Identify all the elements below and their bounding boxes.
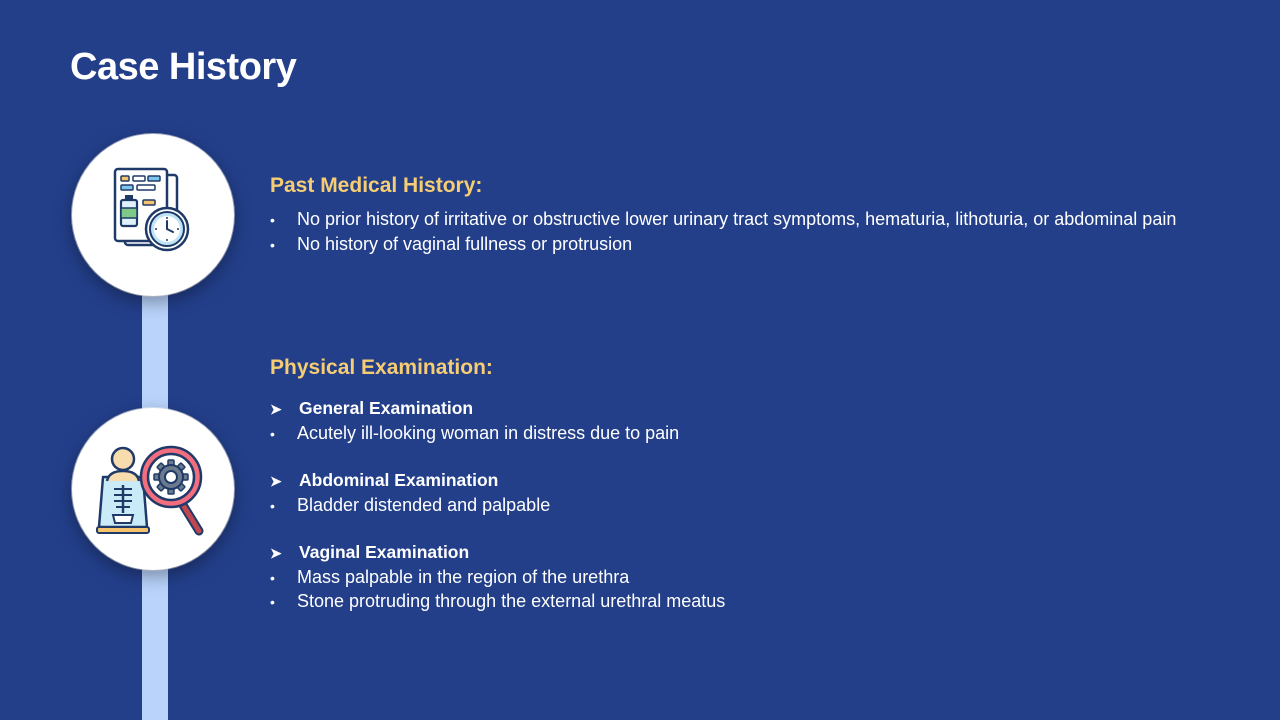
bullet-marker: • [270,426,275,442]
bullet-text: No history of vaginal fullness or protrusion [297,234,633,254]
bullet-text: Mass palpable in the region of the urethra [297,567,630,587]
physical-examination-heading: Physical Examination: [270,356,493,379]
past-medical-history-heading: Past Medical History: [270,174,483,197]
arrow-marker-icon: ➤ [270,401,282,417]
arrow-marker-icon: ➤ [270,473,282,489]
bullet-marker: • [270,498,275,514]
bullet-text: No prior history of irritative or obstructive lower urinary tract symptoms, hematuria, lithoturia, or abdominal pain [297,209,1177,229]
list-item [270,421,679,446]
bullet-marker: • [270,570,275,586]
abdominal-examination-subheading [270,468,498,493]
bullet-marker: • [270,237,275,253]
subheading-text: Vaginal Examination [299,542,470,562]
general-examination-subheading [270,396,473,421]
bullet-text: Bladder distended and palpable [297,495,551,515]
list-item [270,232,632,257]
physical-exam-icon-circle [72,408,234,570]
page-title: Case History [70,46,297,88]
list-item [270,207,1176,232]
subheading-text: General Examination [299,398,474,418]
bullet-marker: • [270,212,275,228]
medical-record-clock-icon [103,165,203,265]
list-item [270,589,725,614]
list-item [270,493,550,518]
medical-history-icon-circle [72,134,234,296]
subheading-text: Abdominal Examination [299,470,499,490]
bullet-marker: • [270,594,275,610]
vaginal-examination-subheading [270,540,469,565]
xray-magnifier-gear-icon [95,439,211,539]
arrow-marker-icon: ➤ [270,545,282,561]
list-item [270,565,629,590]
bullet-text: Acutely ill-looking woman in distress due to pain [297,423,680,443]
bullet-text: Stone protruding through the external urethral meatus [297,591,726,611]
